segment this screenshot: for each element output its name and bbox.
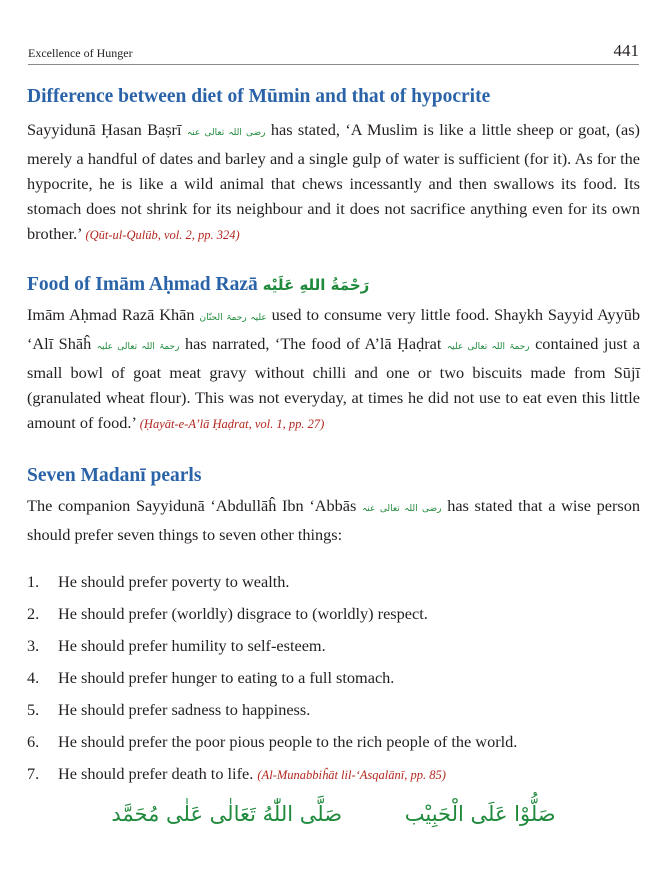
running-title: Excellence of Hunger	[28, 46, 133, 60]
paragraph-pearls-intro	[27, 493, 640, 547]
section-heading-diet: Difference between diet of Mūmin and that of hypocrite	[27, 86, 491, 107]
diet-body: has stated, ‘A Muslim is like a little sheep or goat, (as) merely a handful of dates and barley and a single gulp of water is sufficient (for it). As for the hypocrite, he is like a wild animal that chews incessantly and then swallows its food. Its stomach does not shrink for its neighbour and it does not sacrifice anything even for its own brother.’	[27, 120, 640, 243]
list-item	[27, 761, 640, 788]
list-number: 6.	[27, 732, 40, 751]
list-number: 4.	[27, 668, 40, 687]
food-text-3: has narrated, ‘The food of A’lā Ḥaḍrat	[184, 334, 442, 353]
running-header	[28, 38, 639, 65]
honorific-radiallahu: رضی اللہ تعالی عنہ	[186, 128, 266, 138]
section-heading-pearls: Seven Madanī pearls	[27, 465, 202, 486]
list-text: He should prefer the poor pious people to the rich people of the world.	[58, 732, 518, 751]
page-content	[27, 84, 640, 795]
list-item	[27, 633, 640, 658]
durood-sallu-alal-habib: صَلُّوْا عَلَى الْحَبِيْب	[404, 802, 556, 826]
list-text: He should prefer sadness to happiness.	[58, 700, 311, 719]
paragraph-food	[27, 302, 640, 437]
pearls-intro-rest: has stated that a wise person should prefer seven things to seven other things:	[27, 496, 640, 544]
durood-calligraphy	[0, 802, 667, 826]
honorific-radiallahu-anhuma: رضی اللہ تعالی عنہ	[362, 504, 442, 514]
list-number: 7.	[27, 764, 40, 783]
list-number: 2.	[27, 604, 40, 623]
list-item	[27, 569, 640, 594]
food-text-2: used to consume very little food. Shaykh Sayyid Ayyūb ‘Alī Shāĥ	[27, 305, 640, 353]
reference-qut-ul-qulub: (Qūt-ul-Qulūb, vol. 2, pp. 324)	[85, 228, 240, 242]
list-number: 1.	[27, 572, 40, 591]
reference-munabbihat: (Al-Munabbiĥāt lil-‘Asqalānī, pp. 85)	[257, 768, 446, 782]
list-text: He should prefer poverty to wealth.	[58, 572, 290, 591]
food-text-1: Imām Aḥmad Razā Khān	[27, 305, 195, 324]
list-text: He should prefer hunger to eating to a full stomach.	[58, 668, 395, 687]
pearls-list	[27, 569, 640, 788]
reference-hayat: (Ḥayāt-e-A’lā Ḥaḍrat, vol. 1, pp. 27)	[139, 417, 325, 431]
list-item	[27, 697, 640, 722]
page-number: 441	[613, 41, 639, 60]
list-number: 5.	[27, 700, 40, 719]
durood-sallallahu: صَلَّى اللّٰهُ تَعَالٰى عَلٰى مُحَمَّد	[111, 802, 343, 826]
pearls-intro: The companion Sayyidunā ‘Abdullāĥ Ibn ‘Abbās	[27, 496, 357, 515]
paragraph-diet	[27, 117, 640, 248]
honorific-rahmatullah-1: رحمۃ اللہ تعالی علیہ	[96, 342, 180, 352]
heading-honorific: رَحْمَةُ اللهِ عَلَيْه	[262, 276, 370, 294]
list-text: He should prefer death to life.	[58, 764, 254, 783]
list-number: 3.	[27, 636, 40, 655]
list-item	[27, 665, 640, 690]
diet-intro: Sayyidunā Ḥasan Baṣrī	[27, 120, 182, 139]
food-text-4: contained just a small bowl of goat meat gravy without chilli and one or two biscuits made from Sūjī (granulated wheat flour). This was not everyday, at times he did not use to eat even this little amount of food.’	[27, 334, 641, 432]
honorific-alayhi-rahma: علیہ رحمۃ الحنّان	[199, 313, 267, 323]
list-text: He should prefer humility to self-esteem.	[58, 636, 326, 655]
list-item	[27, 729, 640, 754]
food-heading-text: Food of Imām Aḥmad Razā	[27, 274, 258, 295]
honorific-rahmatullah-2: رحمۃ اللہ تعالی علیہ	[446, 342, 530, 352]
list-item	[27, 601, 640, 626]
section-heading-food	[27, 272, 640, 298]
list-text: He should prefer (worldly) disgrace to (worldly) respect.	[58, 604, 428, 623]
